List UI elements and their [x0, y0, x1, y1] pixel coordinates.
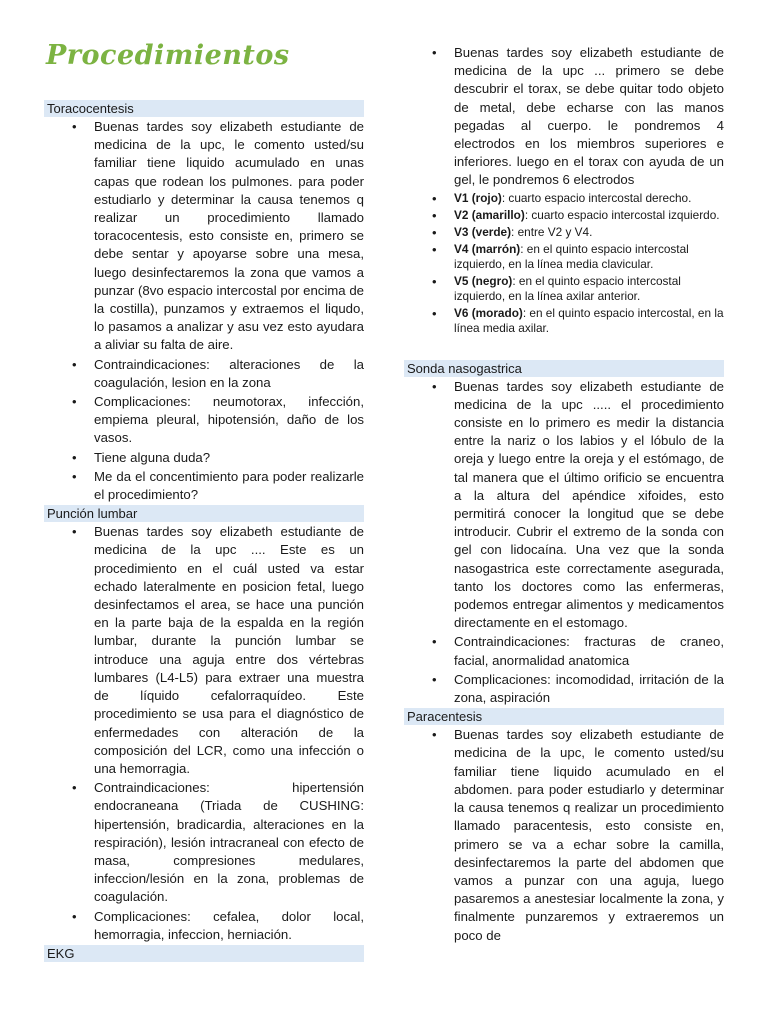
section-heading-sonda-nasogastrica: Sonda nasogastrica — [404, 360, 724, 377]
list-item: • Buenas tardes soy elizabeth estudiante de medicina de la upc, le comento usted/su familiar tiene liquido acumulado en el abdomen. para poder estudiarlo y determinar la causa tenemos q realizar un procedimiento llamado paracentesis, esto consiste en, primero se va a echar sobre la camilla, desinfectaremos la parte del abdomen que vamos a punzar con una aguja, luego pasaremos a anestesiar localmente la zona, y finalmente punzaremos y extraeremos un poco de — [404, 726, 724, 944]
electrode-item-v3 — [404, 225, 724, 240]
electrode-label: V1 (rojo) — [454, 190, 502, 205]
section-heading-toracocentesis: Toracocentesis — [44, 100, 364, 117]
electrode-item-v5 — [404, 274, 724, 304]
toracocentesis-list — [44, 118, 364, 504]
list-item: • Complicaciones: cefalea, dolor local, hemorragia, infeccion, herniación. — [44, 908, 364, 944]
electrode-text: : en el quinto espacio intercostal izquierdo, en la línea axilar anterior. — [454, 273, 681, 303]
electrode-item-v2 — [404, 208, 724, 223]
electrode-text: : entre V2 y V4. — [511, 224, 593, 239]
spacer — [404, 338, 724, 360]
list-item: • Contraindicaciones: fracturas de craneo, facial, anormalidad anatomica — [404, 633, 724, 669]
list-item: • Buenas tardes soy elizabeth estudiante de medicina de la upc ..... el procedimiento consiste en lo primero es medir la distancia entre la nariz o los labios y el lóbulo de la oreja y luego entre la oreja y el estómago, de tal manera que el último orificio se encuentra a la altura del apéndice xifoides, esto permitirá conocer la longitud que se debe introducir. Cubrir el extremo de la sonda con gel con lidocaína. Una vez que la sonda nasogastrica este correctamente asegurada, tanto los doctores como las enfermeras, podemos entregar alimentos y medicamentos directamente en el estomago. — [404, 378, 724, 633]
electrode-label: V3 (verde) — [454, 224, 512, 239]
electrode-text: : cuarto espacio intercostal izquierdo. — [524, 207, 720, 222]
list-item: • Tiene alguna duda? — [44, 449, 364, 467]
electrode-label: V4 (marrón) — [454, 241, 521, 256]
list-item: • Complicaciones: incomodidad, irritación de la zona, aspiración — [404, 671, 724, 707]
list-item: • Buenas tardes soy elizabeth estudiante de medicina de la upc .... Este es un procedimiento en el cuál usted va estar echado lateralmente en posicion fetal, luego desinfectamos el area, se hace una punción en la parte baja de la espalda en la región lumbar, durante la punción lumbar se introduce una aguja entre dos vértebras lumbares (L4-L5) para extraer una muestra de líquido cefalorraquídeo. Este procedimiento se usa para el diagnóstico de enfermedades con alteración de la composición del LCR, como una infección o una hemorragia. — [44, 523, 364, 778]
sonda-list — [404, 378, 724, 708]
list-item: • Buenas tardes soy elizabeth estudiante de medicina de la upc ... primero se debe descubrir el torax, se debe quitar todo objeto de metal, debe echarse con las manos pegadas al cuerpo. le pondremos 4 electrodos en los miembros superiores e inferiores. luego en el torax con ayuda de un gel, le pondremos 6 electrodos — [404, 44, 724, 190]
section-heading-ekg: EKG — [44, 945, 364, 962]
electrode-label: V2 (amarillo) — [454, 207, 525, 222]
section-heading-paracentesis: Paracentesis — [404, 708, 724, 725]
electrode-text: : cuarto espacio intercostal derecho. — [501, 190, 692, 205]
section-heading-puncion-lumbar: Punción lumbar — [44, 505, 364, 522]
list-item: • Contraindicaciones: hipertensión endocraneana (Triada de CUSHING: hipertensión, bradicardia, alteraciones en la respiración), lesión intracraneal con efecto de masa, compresiones medulares, infeccion/lesión en la zona, problemas de coagulación. — [44, 779, 364, 906]
right-column — [404, 44, 724, 946]
puncion-lumbar-list — [44, 523, 364, 944]
left-column — [44, 100, 364, 962]
ekg-list — [404, 44, 724, 336]
list-item: • Complicaciones: neumotorax, infección, empiema pleural, hipotensión, daño de los vasos. — [44, 393, 364, 448]
electrode-item-v1 — [404, 191, 724, 206]
list-item: • Contraindicaciones: alteraciones de la coagulación, lesion en la zona — [44, 356, 364, 392]
electrode-item-v4 — [404, 242, 724, 272]
list-item: • Me da el concentimiento para poder realizarle el procedimiento? — [44, 468, 364, 504]
electrode-label: V6 (morado) — [454, 305, 523, 320]
electrode-label: V5 (negro) — [454, 273, 513, 288]
electrode-item-v6 — [404, 306, 724, 336]
electrode-text: : en el quinto espacio intercostal, en la línea media axilar. — [454, 305, 724, 335]
list-item: • Buenas tardes soy elizabeth estudiante de medicina de la upc, le comento usted/su familiar tiene liquido acumulado en unas capas que rodean los pulmones. para poder estudiarlo y determinar la causa tenemos q realizar un procedimiento llamado toracocentesis, esto consiste en, primero se debe sentar y apoyarse sobre una mesa, luego desinfectaremos la zona que vamos a punzar (8vo espacio intercostal por encima de la costilla), punzamos y extraemos el liqudo, lo pasamos a analizar y asu vez esto ayudara a aliviar su falta de aire. — [44, 118, 364, 355]
paracentesis-list — [404, 726, 724, 944]
page-title: Procedimientos — [46, 40, 290, 71]
electrode-text: : en el quinto espacio intercostal izquierdo, en la línea media clavicular. — [454, 241, 689, 271]
